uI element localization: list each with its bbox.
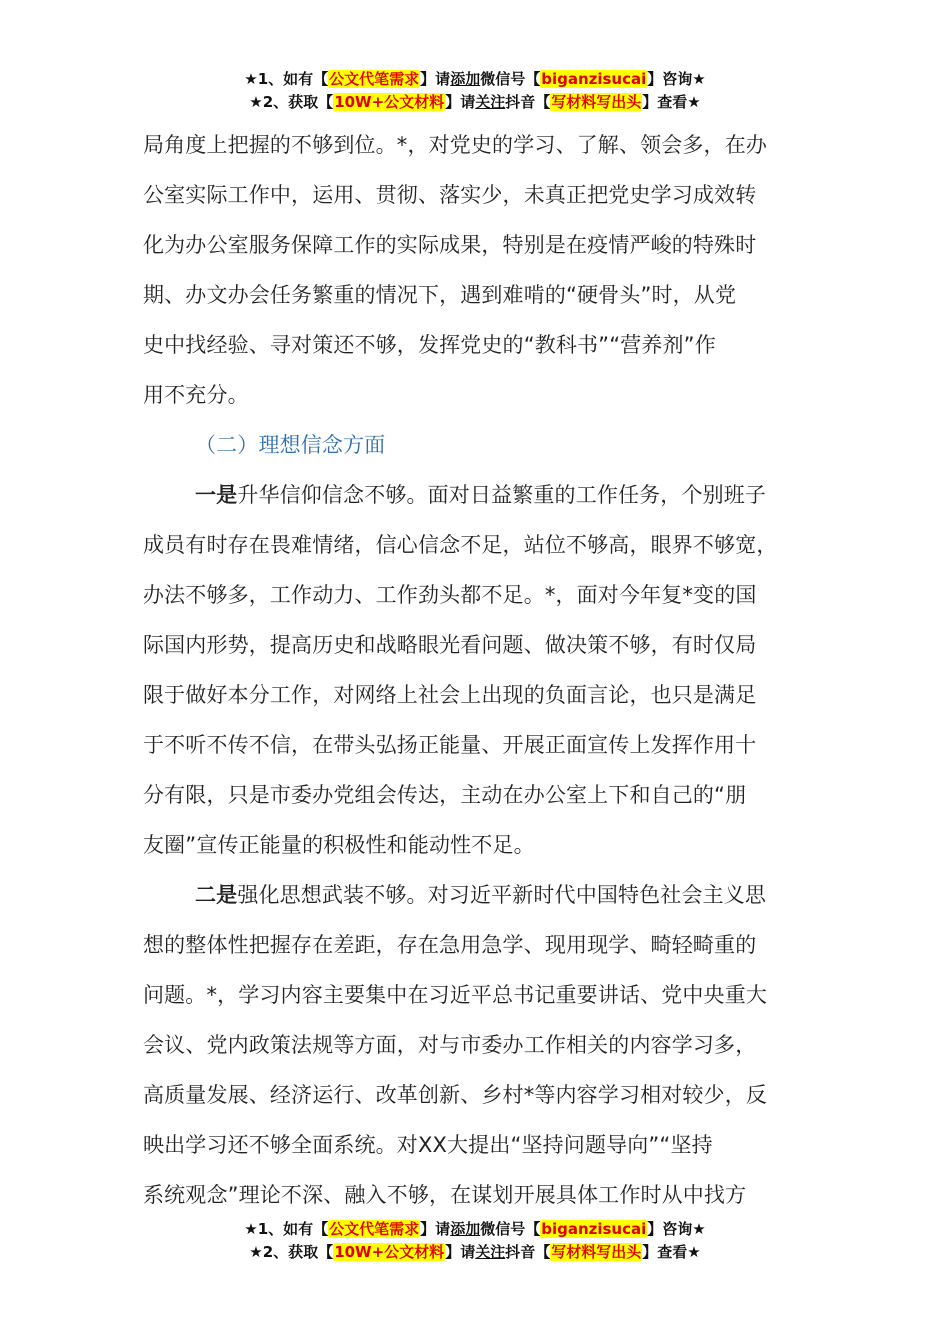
text-line: 高质量发展、经济运行、改革创新、乡村*等内容学习相对较少，反 (143, 1083, 767, 1107)
douyin-id: 写材料写出头 (551, 1243, 642, 1261)
text-line: 办法不够多，工作动力、工作劲头都不足。*，面对今年复*变的国 (143, 583, 757, 607)
paragraph-lead: 二是 (195, 883, 238, 907)
wechat-id: biganzisucai (541, 1220, 647, 1238)
highlight-text: 公文代笔需求 (329, 1220, 420, 1238)
text-line: 二是强化思想武装不够。对习近平新时代中国特色社会主义思 (195, 883, 767, 907)
document-body (143, 120, 811, 1220)
wechat-id: biganzisucai (541, 70, 647, 88)
text-line: 局角度上把握的不够到位。*，对党史的学习、了解、领会多，在办 (143, 133, 767, 157)
text-line: 用不充分。 (143, 383, 249, 407)
promo-banner-top (0, 68, 950, 114)
highlight-text: 10W+公文材料 (334, 1243, 445, 1261)
text-line: 际国内形势，提高历史和战略眼光看问题、做决策不够，有时仅局 (143, 633, 757, 657)
text-line: 映出学习还不够全面系统。对XX大提出“坚持问题导向”“坚持 (143, 1133, 713, 1157)
text-line: 史中找经验、寻对策还不够，发挥党史的“教科书”“营养剂”作 (143, 333, 716, 357)
paragraph-lead: 一是 (195, 483, 238, 507)
text-line: 想的整体性把握存在差距，存在急用急学、现用现学、畸轻畸重的 (143, 933, 757, 957)
text-line: 问题。*，学习内容主要集中在习近平总书记重要讲话、党中央重大 (143, 983, 767, 1007)
highlight-text: 10W+公文材料 (334, 93, 445, 111)
highlight-text: 公文代笔需求 (329, 70, 420, 88)
promo-line-1: ★1、如有【公文代笔需求】请添加微信号【biganzisucai】咨询★ (244, 70, 706, 88)
promo-line-2: ★2、获取【10W+公文材料】请关注抖音【写材料写出头】查看★ (249, 93, 701, 111)
text-line: 成员有时存在畏难情绪，信心信念不足，站位不够高，眼界不够宽， (143, 533, 778, 557)
paragraph-1 (143, 120, 811, 420)
text-line: 限于做好本分工作，对网络上社会上出现的负面言论，也只是满足 (143, 683, 757, 707)
text-line: 友圈”宣传正能量的积极性和能动性不足。 (143, 833, 535, 857)
text-line: 系统观念”理论不深、融入不够，在谋划开展具体工作时从中找方 (143, 1183, 747, 1207)
promo-banner-bottom (0, 1218, 950, 1264)
text-line: 会议、党内政策法规等方面，对与市委办工作相关的内容学习多， (143, 1033, 757, 1057)
text-line: 一是升华信仰信念不够。面对日益繁重的工作任务，个别班子 (195, 483, 767, 507)
promo-line-1: ★1、如有【公文代笔需求】请添加微信号【biganzisucai】咨询★ (244, 1220, 706, 1238)
text-line: 化为办公室服务保障工作的实际成果，特别是在疫情严峻的特殊时 (143, 233, 757, 257)
section-heading: （二）理想信念方面 (195, 433, 386, 457)
douyin-id: 写材料写出头 (551, 93, 642, 111)
text-line: 期、办文办会任务繁重的情况下，遇到难啃的“硬骨头”时，从党 (143, 283, 737, 307)
promo-line-2: ★2、获取【10W+公文材料】请关注抖音【写材料写出头】查看★ (249, 1243, 701, 1261)
paragraph-3 (143, 870, 811, 1220)
text-line: 于不听不传不信，在带头弘扬正能量、开展正面宣传上发挥作用十 (143, 733, 757, 757)
paragraph-2 (143, 470, 811, 870)
text-line: 分有限，只是市委办党组会传达，主动在办公室上下和自己的“朋 (143, 783, 747, 807)
text-line: 公室实际工作中，运用、贯彻、落实少，未真正把党史学习成效转 (143, 183, 757, 207)
